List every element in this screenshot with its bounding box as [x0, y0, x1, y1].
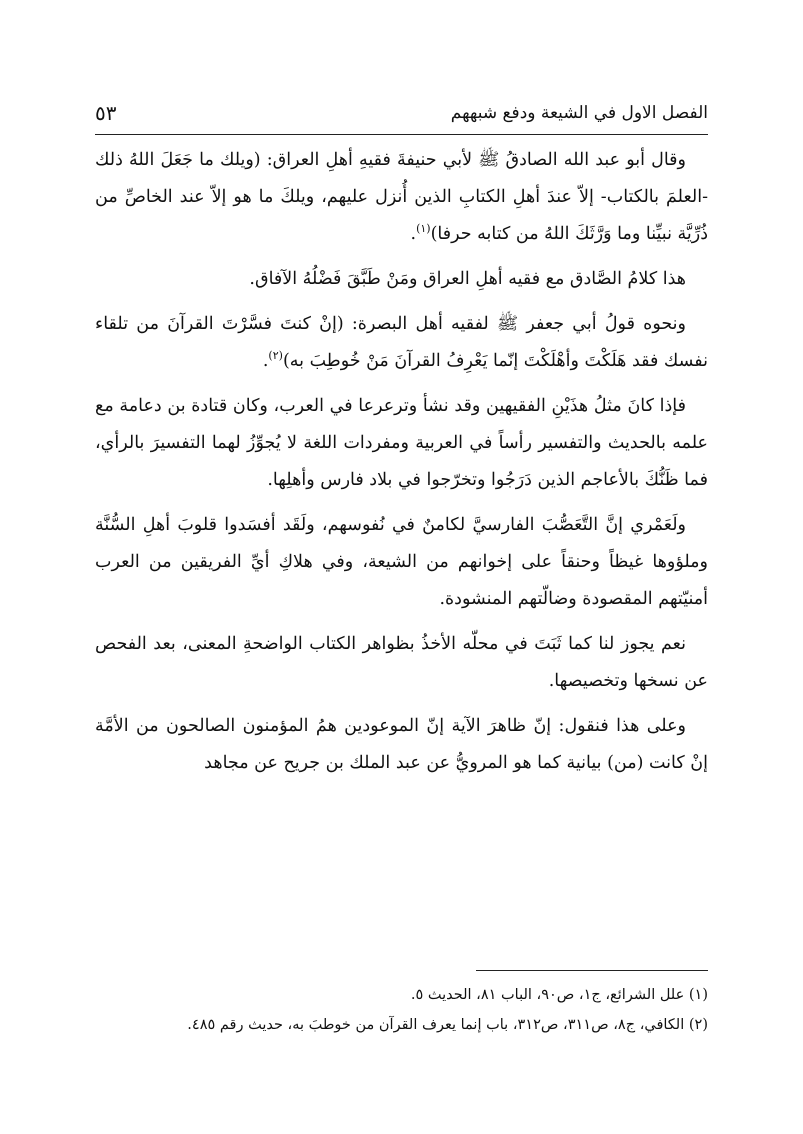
- paragraph: [95, 306, 708, 380]
- paragraph-text: فإذا كانَ مثلُ هذَيْنِ الفقيهين وقد نشأ وترعرعا في العرب، وكان قتادة بن دعامة مع علمه بالحديث والتفسير رأساً في العربية ومفردات اللغة لا يُجوِّزُ لهما التفسيرَ بالرأي، فما ظَنُّكَ بالأعاجم الذين دَرَجُوا وتخرّجوا في بلاد فارس وأهلِها.: [95, 396, 708, 490]
- footnote-1: (١) علل الشرائع، ج١، ص٩٠، الباب ٨١، الحديث ٥.: [410, 987, 708, 1003]
- paragraph: [95, 507, 708, 618]
- paragraph: [95, 708, 708, 782]
- paragraph: [95, 626, 708, 700]
- footnote-2: (٢) الكافي، ج٨، ص٣١١، ص٣١٢، باب إنما يعرف القرآن من خوطبَ به، حديث رقم ٤٨٥.: [187, 1017, 708, 1033]
- page-number: ٥٣: [95, 101, 117, 125]
- paragraph-punctuation: .: [262, 351, 269, 371]
- footnote-reference[interactable]: (٢): [268, 349, 283, 363]
- paragraph-text: نعم يجوز لنا كما ثَبَتَ في محلّه الأخذُ بظواهر الكتاب الواضحةِ المعنى، بعد الفحص عن نسخها وتخصيصها.: [95, 634, 708, 691]
- running-header: [95, 92, 708, 135]
- footnotes: [95, 980, 708, 1040]
- body-text: [95, 142, 708, 790]
- footnote-reference[interactable]: (١): [416, 222, 431, 236]
- paragraph-text: ونحوه قولُ أبي جعفر ﷺ لفقيه أهل البصرة: (إنْ كنتَ فسَّرْتَ القرآنَ من تلقاء نفسك فقد هَلَكْتَ وأهْلَكْتَ إنّما يَعْرِفُ القرآنَ مَنْ خُوطِبَ به): [95, 314, 708, 371]
- paragraph: [95, 142, 708, 253]
- paragraph: [95, 388, 708, 499]
- header-title: الفصل الاول في الشيعة ودفع شبههم: [450, 103, 708, 123]
- paragraph-text: هذا كلامُ الصَّادق مع فقيه أهلِ العراق ومَنْ طَبَّقَ فَضْلُهُ الآفاق.: [249, 269, 686, 289]
- paragraph-text: وعلى هذا فنقول: إنّ ظاهرَ الآية إنّ الموعودين همُ المؤمنون الصالحون من الأمَّة إنْ كانت (من) بيانية كما هو المرويُّ عن عبد الملك بن جريح عن مجاهد: [95, 716, 708, 773]
- paragraph-text: وقال أبو عبد الله الصادقُ ﷺ لأبي حنيفةَ فقيهِ أهلِ العراق: (ويلك ما جَعَلَ اللهُ ذلك -العلمَ بالكتاب- إلاّ عندَ أهلِ الكتابِ الذين أُنزل عليهم، ويلكَ ما هو إلاّ عند الخاصِّ من ذُرِّيَّة نبيِّنا وما وَرَّثَكَ اللهُ من كتابه حرفا): [95, 150, 708, 244]
- paragraph: [95, 261, 708, 298]
- paragraph-punctuation: .: [410, 224, 417, 244]
- paragraph-text: ولَعَمْري إنَّ التَّعَصُّبَ الفارسيَّ لكامنٌ في نُفوسهم، ولَقَد أفسَدوا قلوبَ أهلِ السُّنَّة وملؤوها غيظاً وحنقاً على إخوانهم من الشيعة، وفي هلاكِ أيِّ الفريقين من العرب أمنيّتهم المقصودة وضالّتهم المنشودة.: [95, 515, 708, 609]
- footnote-separator: [476, 970, 708, 971]
